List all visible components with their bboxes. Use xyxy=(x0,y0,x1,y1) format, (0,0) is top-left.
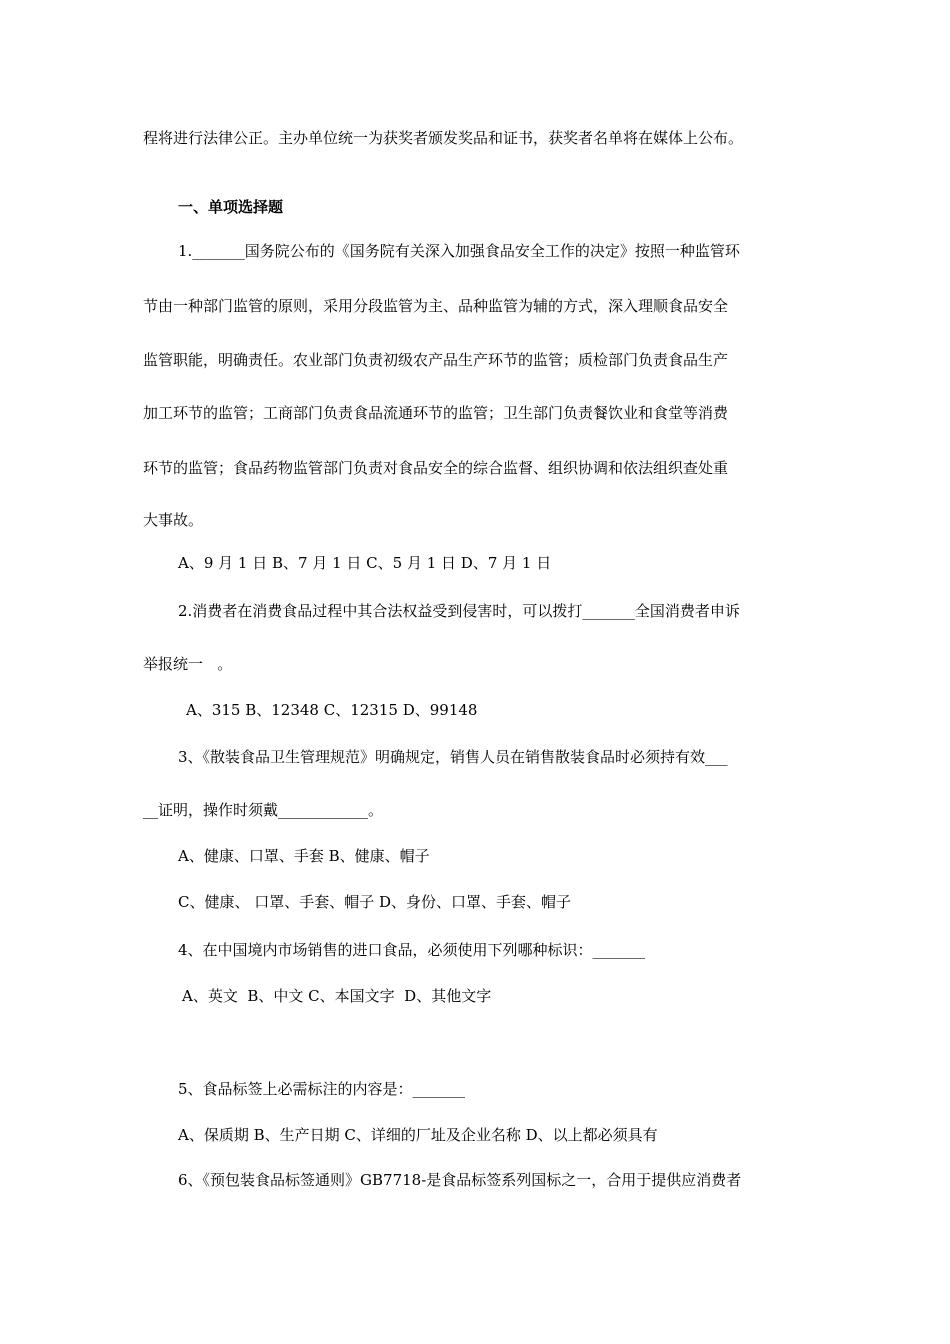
question-3-line: __证明，操作时须戴____________。 xyxy=(143,801,384,819)
section-title: 一、单项选择题 xyxy=(178,198,284,216)
question-3-options: A、健康、口罩、手套 B、健康、帽子 xyxy=(178,847,430,865)
question-2-options: A、315 B、12348 C、12315 D、99148 xyxy=(186,701,478,719)
question-2-line: 举报统一 。 xyxy=(143,655,233,673)
question-1-line: 节由一种部门监管的原则，采用分段监管为主、品种监管为辅的方式，深入理顺食品安全 xyxy=(143,297,729,315)
question-4-line: 4、在中国境内市场销售的进口食品，必须使用下列哪种标识：_______ xyxy=(178,941,646,959)
question-1-options: A、9 月 1 日 B、7 月 1 日 C、5 月 1 日 D、7 月 1 日 xyxy=(178,554,552,572)
question-1-line: 加工环节的监管；工商部门负责食品流通环节的监管；卫生部门负责餐饮业和食堂等消费 xyxy=(143,404,729,422)
question-1-line: 监管职能，明确责任。农业部门负责初级农产品生产环节的监管；质检部门负责食品生产 xyxy=(143,351,729,369)
question-3-line: 3、《散装食品卫生管理规范》明确规定，销售人员在销售散装食品时必须持有效___ xyxy=(178,748,728,766)
question-5-line: 5、食品标签上必需标注的内容是：_______ xyxy=(178,1080,466,1098)
question-2-line: 2.消费者在消费食品过程中其合法权益受到侵害时，可以拨打_______全国消费者申诉 xyxy=(178,602,740,620)
question-4-options: A、英文 B、中文 C、本国文字 D、其他文字 xyxy=(182,987,492,1005)
question-6-line: 6、《预包装食品标签通则》GB7718-是食品标签系列国标之一，合用于提供应消费者 xyxy=(178,1171,742,1189)
question-3-options: C、健康、 口罩、手套、帽子 D、身份、口罩、手套、帽子 xyxy=(178,893,572,911)
question-1-line: 环节的监管；食品药物监管部门负责对食品安全的综合监督、组织协调和依法组织查处重 xyxy=(143,459,729,477)
intro-paragraph: 程将进行法律公正。主办单位统一为获奖者颁发奖品和证书，获奖者名单将在媒体上公布。 xyxy=(143,129,744,147)
question-1-line: 大事故。 xyxy=(143,511,204,529)
question-5-options: A、保质期 B、生产日期 C、详细的厂址及企业名称 D、以上都必须具有 xyxy=(178,1126,658,1144)
question-1-line: 1._______国务院公布的《国务院有关深入加强食品安全工作的决定》按照一种监管环 xyxy=(178,242,740,260)
